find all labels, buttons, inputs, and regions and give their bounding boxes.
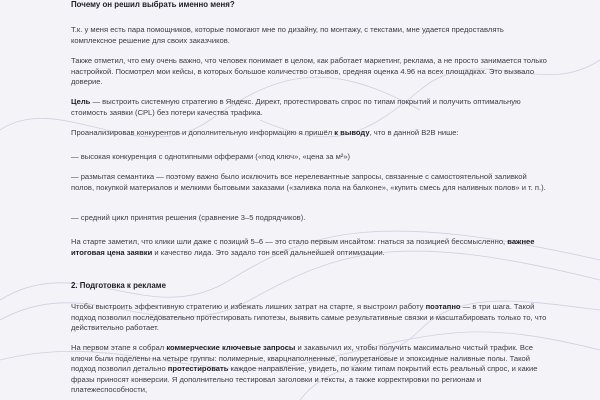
paragraph-insight: На старте заметил, что клики шли даже с позиций 5–6 — это стало первым инсайтом: гнаться за позицией бессмысленно, важнее итоговая цена заявки и качество лида. Это задало тон всей дальнейшей оптимизации. <box>71 237 535 257</box>
bullet-decision-cycle: — средний цикл принятия решения (сравнение 3–5 подрядчиков). <box>71 213 306 222</box>
paragraph-trust: Также отметил, что ему очень важно, что человек понимает в целом, как работает маркетинг, реклама, а не просто занимается только настройкой. Посмотрел мои кейсы, в которых большое количество отзывов, средняя оценка 4.96 на всех площадках. Это вызвало доверие. <box>71 56 547 87</box>
section-heading-why-me: Почему он решил выбрать именно меня? <box>71 0 235 9</box>
bullet-semantics: — размытая семантика — поэтому важно было исключить все нерелевантные запросы, связанные с самостоятельной заливкой полов, покупкой материалов и мелкими бытовыми заказами («заливка пола на балконе», «купить смесь для наливных полов» и т. п.). <box>71 172 546 192</box>
paragraph-helpers: Т.к. у меня есть пара помощников, которые помогают мне по дизайну, по монтажу, с текстами, мне удается предоставлять комплексное решение для своих заказчиков. <box>71 25 504 45</box>
section-heading-preparation: 2. Подготовка к рекламе <box>71 281 166 290</box>
paragraph-first-stage: На первом этапе я собрал коммерческие ключевые запросы и закавычил их, чтобы получить максимально чистый трафик. Все ключи были поделены на четыре группы: полимерные, кварцнаполненные, полиуретановые и эпоксидные наливные полы. Такой подход позволил детально протестировать каждое направление, увидеть, по каким типам покрытий есть реальный спрос, и какие фразы приносят конверсии. Я дополнительно тестировал заголовки и тексты, а также корректировки по регионам и платежеспособности, <box>71 343 538 395</box>
paragraph-stages: Чтобы выстроить эффективную стратегию и избежать лишних затрат на старте, я выстроил работу поэтапно — в три шага. Такой подход позволил последовательно протестировать гипотезы, выявить самые результативные связки и масштабировать только то, что действительно работает. <box>71 302 547 333</box>
paragraph-analysis: Проанализировав конкурентов и дополнительную информацию я пришёл к выводу, что в данной B2B нише: <box>71 128 459 137</box>
paragraph-goal: Цель — выстроить системную стратегию в Яндекс. Директ, протестировать спрос по типам покрытий и получить оптимальную стоимость заявки (CPL) без потери качества трафика. <box>71 97 521 117</box>
goal-label: Цель <box>71 97 91 106</box>
bullet-competition: — высокая конкуренция с однотипными офферами («под ключ», «цена за м²») <box>71 152 351 161</box>
